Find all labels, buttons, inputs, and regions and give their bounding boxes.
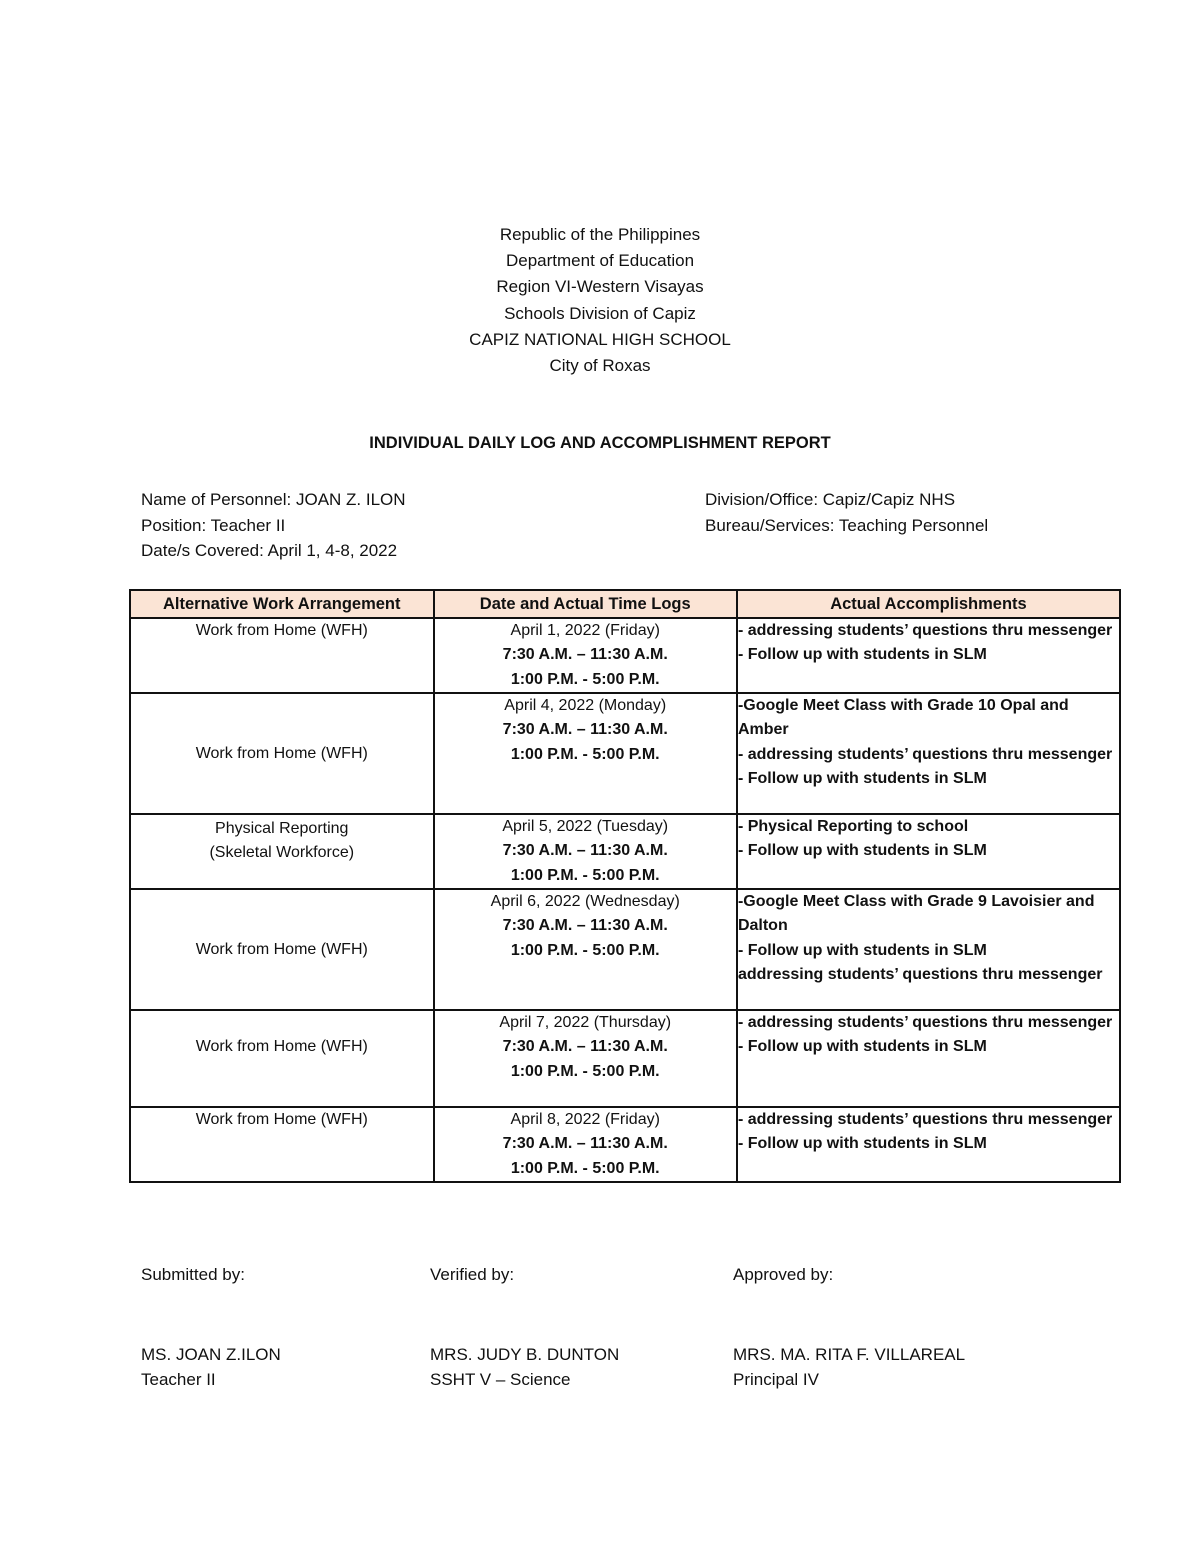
time-log-cell [434, 814, 737, 889]
arrangement-cell [130, 693, 434, 814]
log-time: 7:30 A.M. – 11:30 A.M. [502, 721, 668, 739]
accomplishment-item: addressing students’ questions thru messenger [737, 965, 1103, 983]
column-header: Actual Accomplishments [737, 590, 1120, 618]
arrangement-text: Work from Home (WFH) [195, 744, 368, 762]
daily-log-table [129, 589, 1121, 1183]
table-row [130, 889, 1120, 1010]
approver-position: Principal IV [733, 1370, 819, 1389]
accomplishments-cell [737, 1107, 1120, 1182]
time-log-cell [434, 1107, 737, 1182]
arrangement-text: Work from Home (WFH) [195, 622, 368, 639]
log-time: 7:30 A.M. – 11:30 A.M. [502, 842, 668, 860]
accomplishment-item: - Follow up with students in SLM [737, 769, 987, 787]
log-time: 1:00 P.M. - 5:00 P.M. [510, 1159, 660, 1177]
log-date: April 7, 2022 (Thursday) [499, 1014, 672, 1031]
table-row [130, 618, 1120, 693]
arrangement-cell [130, 618, 434, 693]
accomplishment-item: - Physical Reporting to school [737, 818, 969, 835]
verified-by-label: Verified by: [430, 1265, 515, 1284]
verifier-position: SSHT V – Science [430, 1370, 571, 1389]
letterhead [0, 222, 1200, 379]
time-log-cell [434, 693, 737, 814]
dates-covered: Date/s Covered: April 1, 4-8, 2022 [141, 541, 398, 560]
accomplishment-item: -Google Meet Class with Grade 9 Lavoisier and Dalton [737, 893, 1095, 935]
letterhead-line: Republic of the Philippines [499, 225, 701, 244]
accomplishment-item: - addressing students’ questions thru messenger [737, 745, 1113, 763]
log-time: 1:00 P.M. - 5:00 P.M. [510, 1062, 660, 1080]
personnel-name: Name of Personnel: JOAN Z. ILON [141, 490, 406, 509]
accomplishment-item: - Follow up with students in SLM [737, 646, 987, 664]
log-date: April 4, 2022 (Monday) [504, 697, 667, 714]
accomplishments-cell [737, 618, 1120, 693]
bureau-services: Bureau/Services: Teaching Personnel [705, 515, 989, 535]
submitter-name: MS. JOAN Z.ILON [141, 1344, 281, 1364]
accomplishment-item: - Follow up with students in SLM [737, 941, 987, 959]
time-log-cell [434, 618, 737, 693]
approved-by-block [733, 1262, 965, 1393]
table-row [130, 1107, 1120, 1182]
log-date: April 5, 2022 (Tuesday) [502, 818, 669, 835]
accomplishments-cell [737, 693, 1120, 814]
approver-name: MRS. MA. RITA F. VILLAREAL [733, 1344, 966, 1364]
time-log-cell [434, 889, 737, 1010]
log-time: 1:00 P.M. - 5:00 P.M. [510, 745, 660, 763]
log-date: April 8, 2022 (Friday) [510, 1111, 660, 1128]
log-time: 1:00 P.M. - 5:00 P.M. [510, 941, 660, 959]
accomplishments-cell [737, 1010, 1120, 1107]
report-title: INDIVIDUAL DAILY LOG AND ACCOMPLISHMENT REPORT [369, 434, 831, 452]
time-log-cell [434, 1010, 737, 1107]
column-header: Date and Actual Time Logs [434, 590, 737, 618]
column-header: Alternative Work Arrangement [130, 590, 434, 618]
arrangement-text: Work from Home (WFH) [195, 1111, 368, 1128]
accomplishment-item: - addressing students’ questions thru messenger [737, 1014, 1113, 1031]
letterhead-line: Region VI-Western Visayas [496, 277, 704, 297]
log-time: 7:30 A.M. – 11:30 A.M. [502, 1038, 668, 1056]
log-time: 1:00 P.M. - 5:00 P.M. [510, 866, 660, 884]
accomplishment-item: - addressing students’ questions thru messenger [737, 622, 1113, 639]
table-header-row [130, 590, 1120, 618]
letterhead-line: Department of Education [505, 251, 695, 271]
letterhead-line: Schools Division of Capiz [504, 303, 696, 323]
log-time: 7:30 A.M. – 11:30 A.M. [502, 1135, 668, 1153]
office-info [705, 487, 988, 538]
table-row [130, 1010, 1120, 1107]
arrangement-text: Physical Reporting [215, 820, 349, 837]
log-time: 7:30 A.M. – 11:30 A.M. [502, 917, 668, 935]
submitted-by-label: Submitted by: [141, 1265, 245, 1284]
division-office: Division/Office: Capiz/Capiz NHS [705, 490, 956, 509]
arrangement-cell [130, 1107, 434, 1182]
personnel-info [141, 487, 406, 564]
accomplishment-item: - addressing students’ questions thru messenger [737, 1111, 1113, 1128]
accomplishments-cell [737, 814, 1120, 889]
table-row [130, 693, 1120, 814]
table-row [130, 814, 1120, 889]
accomplishment-item: - Follow up with students in SLM [737, 842, 987, 860]
accomplishment-item: - Follow up with students in SLM [737, 1038, 987, 1056]
accomplishment-item: - Follow up with students in SLM [737, 1135, 987, 1153]
personnel-position: Position: Teacher II [141, 515, 286, 535]
approved-by-label: Approved by: [733, 1265, 834, 1284]
accomplishment-item: -Google Meet Class with Grade 10 Opal and Amber [737, 697, 1069, 739]
verifier-name: MRS. JUDY B. DUNTON [430, 1344, 620, 1364]
submitted-by-block [141, 1262, 281, 1393]
log-time: 7:30 A.M. – 11:30 A.M. [502, 646, 668, 664]
log-date: April 6, 2022 (Wednesday) [490, 893, 680, 910]
verified-by-block [430, 1262, 619, 1393]
arrangement-text: Work from Home (WFH) [195, 940, 368, 958]
log-time: 1:00 P.M. - 5:00 P.M. [510, 670, 660, 688]
letterhead-line: City of Roxas [549, 356, 651, 376]
arrangement-text: Work from Home (WFH) [195, 1038, 368, 1055]
letterhead-line: CAPIZ NATIONAL HIGH SCHOOL [469, 329, 731, 349]
accomplishments-cell [737, 889, 1120, 1010]
arrangement-cell [130, 889, 434, 1010]
submitter-position: Teacher II [141, 1370, 216, 1389]
arrangement-cell [130, 1010, 434, 1107]
log-date: April 1, 2022 (Friday) [510, 622, 660, 639]
arrangement-text: (Skeletal Workforce) [209, 844, 355, 861]
arrangement-cell [130, 814, 434, 889]
